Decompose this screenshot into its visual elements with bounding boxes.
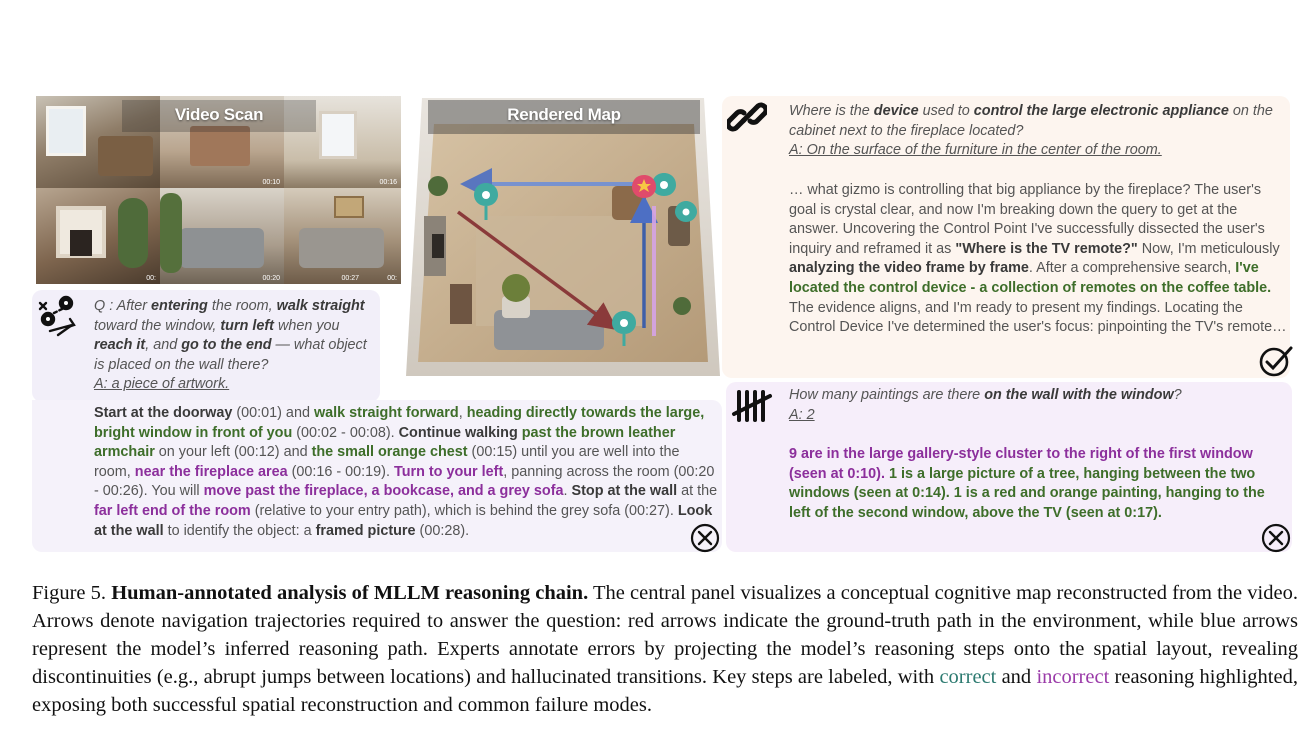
video-frame	[284, 188, 401, 284]
timestamp: 00:27	[341, 275, 359, 282]
x-circle-icon	[1261, 523, 1291, 553]
video-frame	[160, 188, 284, 284]
reasoning-chain-navigation: Start at the doorway (00:01) and walk straight forward, heading directly towards the large, bright window in front of you (00:02 - 00:08). Continue walking past the brown leather armchair on your left (00:12) and the small orange chest (00:15) until you are well into the room, near the fireplace area (00:16 - 00:19). Turn to your left, panning across the room (00:20 - 00:26). You will move past the fireplace, a bookcase, and a grey sofa. Stop at the wall at the far left end of the room (relative to your entry path), which is behind the grey sofa (00:27). Look at the wall to identify the object: a framed picture (00:28).	[94, 405, 718, 539]
room-render	[406, 96, 720, 376]
reasoning-chain-paintings: 9 are in the large gallery-style cluster to the right of the first window (seen at 0:10). 1 is a large picture of a tree, hanging between the two windows (seen at 0:14). 1 is a red and orange painting, hanging to the left of the second window, above the TV (seen at 0:17).	[789, 446, 1265, 521]
incorrect-label: incorrect	[1036, 666, 1110, 688]
correct-label: correct	[939, 666, 997, 688]
link-icon	[727, 98, 767, 136]
rendered-map	[406, 96, 720, 376]
question-paintings: How many paintings are there on the wall with the window? A: 2	[789, 387, 1182, 423]
figure-caption: Figure 5. Human-annotated analysis of MLLM reasoning chain. The central panel visualizes a conceptual cognitive map reconstructed from the video. Arrows denote navigation trajectories required to answer the question: red arrows indicate the ground-truth path in the environment, while blue arrows represent the model’s inferred reasoning path. Experts annotate errors by projecting the model’s reasoning steps onto the spatial layout, revealing discontinuities (e.g., abrupt jumps between locations) and hallucinated transitions. Key steps are labeled, with correct and incorrect reasoning highlighted, exposing both successful spatial reconstruction and common failure modes.	[32, 582, 1298, 716]
video-scan-title: Video Scan	[174, 105, 264, 124]
question-navigation: Q : After entering the room, walk straight toward the window, turn left when you reach it, and go to the end — what object is placed on the wall there? A: a piece of artwork.	[94, 298, 367, 393]
timestamp: 00:10	[262, 179, 280, 186]
video-scan-image	[36, 96, 401, 284]
tally-marks-icon	[731, 386, 773, 426]
timestamp: 00:	[146, 275, 156, 282]
check-circle-icon	[1258, 345, 1294, 377]
answer-label: A: a piece of artwork.	[94, 376, 230, 393]
answer-label: A: On the surface of the furniture in the center of the room.	[789, 142, 1162, 159]
video-frame	[36, 188, 160, 284]
figure-label: Figure 5.	[32, 582, 112, 604]
reasoning-chain-device: … what gizmo is controlling that big appliance by the fireplace? The user's goal is crystal clear, and now I'm breaking down the query to get at the answer. Uncovering the Control Point I've successfully dissected the user's inquiry and reframed it as "Where is the TV remote?" Now, I'm meticulously analyzing the video frame by frame. After a comprehensive search, I've located the control device - a collection of remotes on the coffee table. The evidence aligns, and I'm ready to present my findings. Locating the Control Device I've determined the user's focus: pinpointing the TV's remote…	[789, 182, 1287, 336]
question-device: Where is the device used to control the large electronic appliance on the cabinet next to the fireplace located? A: On the surface of the furniture in the center of the room.	[789, 103, 1273, 159]
answer-label: A: 2	[789, 406, 815, 423]
star-pin-icon	[632, 175, 656, 198]
timestamp: 00:16	[379, 179, 397, 186]
timestamp: 00:20	[262, 275, 280, 282]
navigation-pins-icon	[36, 295, 78, 339]
rendered-map-title: Rendered Map	[507, 105, 621, 124]
timestamp: 00:	[387, 275, 397, 282]
figure-title: Human-annotated analysis of MLLM reasoning chain.	[111, 582, 589, 604]
